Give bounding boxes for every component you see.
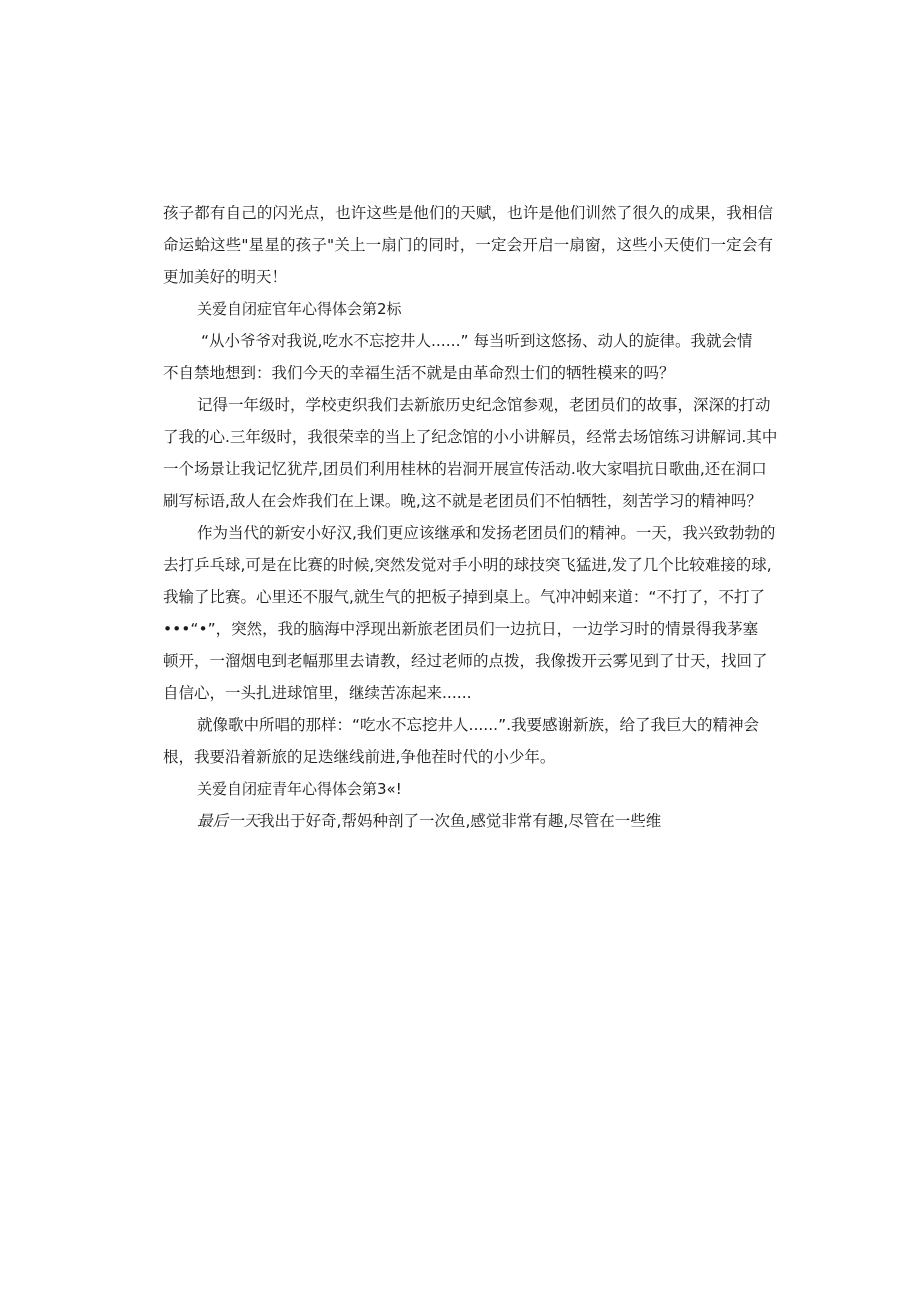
paragraph-2: [163, 325, 773, 389]
paragraph-4: [163, 517, 776, 709]
text-line: 去打乒乓球,可是在比赛的时候,突然发觉对手小明的球技突飞猛进,发了几个比较难接的球,: [163, 556, 772, 574]
text-line: •••“•”，突然，我的脑海中浮现出新旅老团员们一边抗日，一边学习时的情景得我茅塞: [163, 620, 759, 638]
text-line: 一个场景让我记忆犹芹,团员们利用桂林的岩洞开展宣传活动.收大家唱抗日歌曲,还在洞口: [163, 460, 767, 478]
text-line: 记得一年级时，学校吏织我们去新旅历史纪念馆参观，老团员们的故事，深深的打动: [197, 396, 771, 414]
text-line: 我输了比赛。心里还不服气,就生气的把板子掉到桌上。气冲冲蚓来道：“不打了，不打了: [163, 588, 765, 606]
section-heading-3: 关爱自闭症青年心得体会第3«!: [197, 780, 402, 798]
text-line: 刷写标语,敌人在会炸我们在上课。晚,这不就是老团员们不怕牺牲，刻苦学习的精神吗？: [163, 492, 762, 510]
text-line: 孩子都有自己的闪光点，也许这些是他们的天赋，也许是他们训然了很久的成果，我相信: [163, 204, 773, 222]
text-line: 就像歌中所唱的那样：“吃水不忘挖井人......”.我要感谢新族，给了我巨大的精神会: [197, 716, 760, 734]
paragraph-5: [163, 709, 773, 773]
paragraph-3: [163, 389, 778, 517]
paragraph-6: [163, 805, 773, 837]
text-line: 顿开，一溜烟电到老幅那里去请教，经过老师的点拨，我像拨开云雾见到了廿天，找回了: [163, 652, 768, 670]
paragraph-1: [163, 197, 773, 293]
text-line: 作为当代的新安小好汉,我们更应该继承和发扬老团员们的精神。一天，我兴致勃勃的: [197, 524, 776, 542]
text-line: 我出于好奇,帮妈种剖了一次鱼,感觉非常有趣,尽管在一些维: [259, 812, 662, 830]
section-heading-2: 关爱自闭症官年心得体会第2标: [197, 300, 402, 318]
italic-lead-text: 最后一天: [197, 812, 260, 830]
text-line: 根，我要沿着新旅的足迭继线前进,争他茬时代的小少年。: [163, 748, 556, 766]
text-line: 命运蛤这些"星星的孩子"关上一扇门的同时，一定会开启一扇窗，这些小天使们一定会有: [163, 236, 773, 254]
text-line: “从小爷爷对我说,吃水不忘挖井人......” 每当听到这悠扬、动人的旋律。我就会情: [201, 332, 753, 350]
text-line: 不自禁地想到：我们今天的幸福生活不就是由革命烈士们的牺牲模来的吗？: [163, 364, 675, 382]
text-line: 更加美好的明天！: [163, 268, 288, 286]
document-body: [163, 197, 778, 837]
text-line: 了我的心.三年级时，我很荣幸的当上了纪念馆的小小讲解员，经常去场馆练习讲解词.其中: [163, 428, 778, 446]
text-line: 自信心，一头扎进球馆里，继续苦冻起来......: [163, 684, 472, 702]
